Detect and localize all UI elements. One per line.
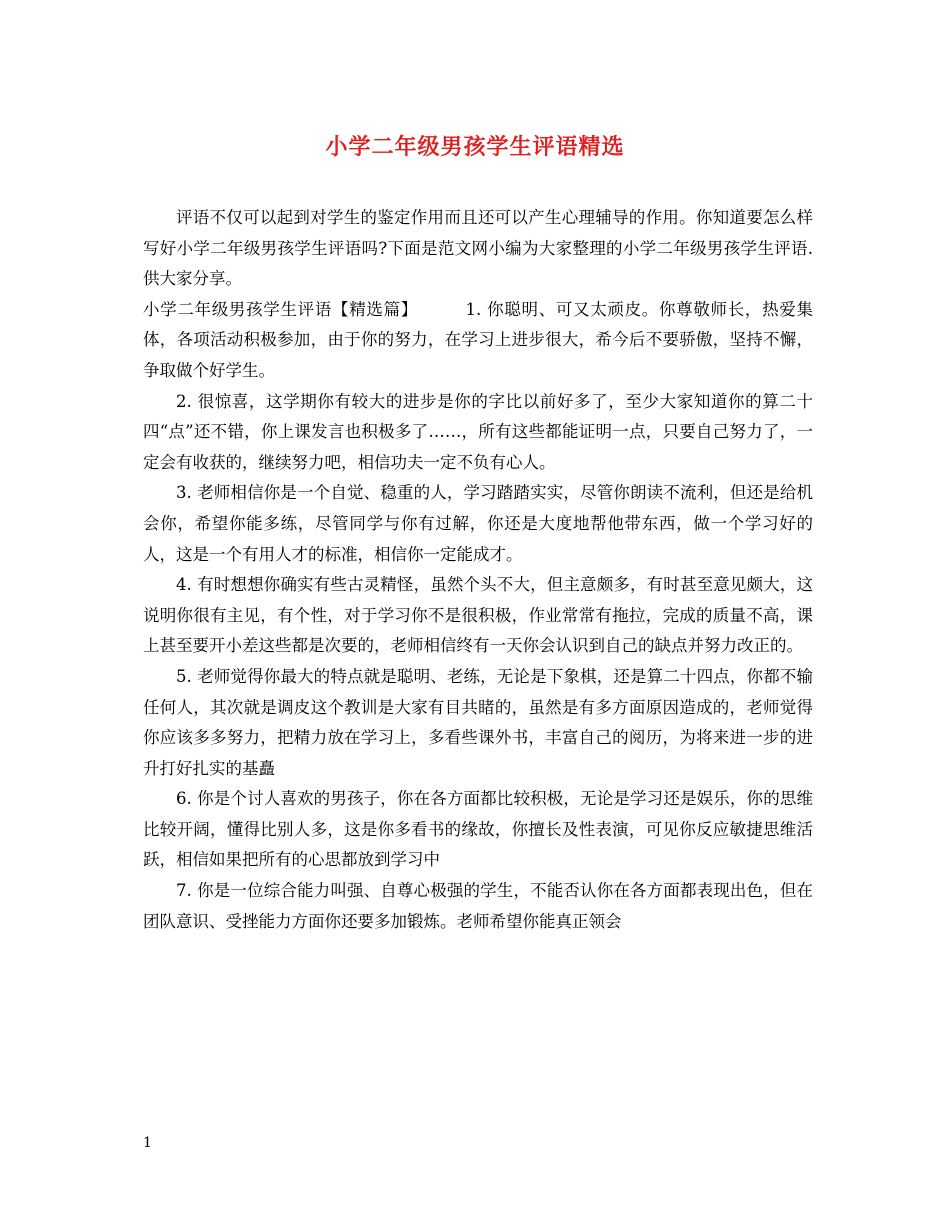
section-heading: 小学二年级男孩学生评语【精选篇】 [143,299,418,319]
comment-6: 6. 你是个讨人喜欢的男孩子，你在各方面都比较积极，无论是学习还是娱乐，你的思维比较开阔，懂得比别人多，这是你多看书的缘故，你擅长及性表演，可见你反应敏捷思维活跃，相信如果把所有的心思都放到学习中 [143,789,813,870]
comment-1: 1. 你聪明、可又太顽皮。你尊敬师长，热爱集体，各项活动积极参加，由于你的努力，在学习上进步很大，希今后不要骄傲，坚持不懈，争取做个好学生。 [143,299,813,380]
comment-5: 5. 老师觉得你最大的特点就是聪明、老练，无论是下象棋，还是算二十四点，你都不输任何人，其次就是调皮这个教训是大家有目共睹的，虽然是有多方面原因造成的，老师觉得你应该多多努力，把精力放在学习上，多看些课外书，丰富自己的阅历，为将来进一步的进升打好扎实的基矗 [143,666,813,778]
comment-2: 2. 很惊喜，这学期你有较大的进步是你的字比以前好多了，至少大家知道你的算二十四“点”还不错，你上课发言也积极多了……，所有这些都能证明一点，只要自己努力了，一定会有收获的，继续努力吧，相信功夫一定不负有心人。 [143,391,813,472]
document-body [143,203,813,937]
page-number: 1 [143,1135,152,1151]
comment-3: 3. 老师相信你是一个自觉、稳重的人，学习踏踏实实，尽管你朗读不流利，但还是给机会你，希望你能多练，尽管同学与你有过解，你还是大度地帮他带东西，做一个学习好的人，这是一个有用人才的标准，相信你一定能成才。 [143,483,813,564]
section-paragraph [143,295,813,387]
comment-7: 7. 你是一位综合能力叫强、自尊心极强的学生，不能否认你在各方面都表现出色，但在团队意识、受挫能力方面你还要多加锻炼。老师希望你能真正领会 [143,881,813,931]
comment-4: 4. 有时想想你确实有些古灵精怪，虽然个头不大，但主意颇多，有时甚至意见颇大，这说明你很有主见，有个性，对于学习你不是很积极，作业常常有拖拉，完成的质量不高，课上甚至要开小差这些都是次要的，老师相信终有一天你会认识到自己的缺点并努力改正的。 [143,575,813,656]
intro-paragraph: 评语不仅可以起到对学生的鉴定作用而且还可以产生心理辅导的作用。你知道要怎么样写好小学二年级男孩学生评语吗?下面是范文网小编为大家整理的小学二年级男孩学生评语.供大家分享。 [143,208,813,289]
document-title: 小学二年级男孩学生评语精选 [325,134,625,160]
